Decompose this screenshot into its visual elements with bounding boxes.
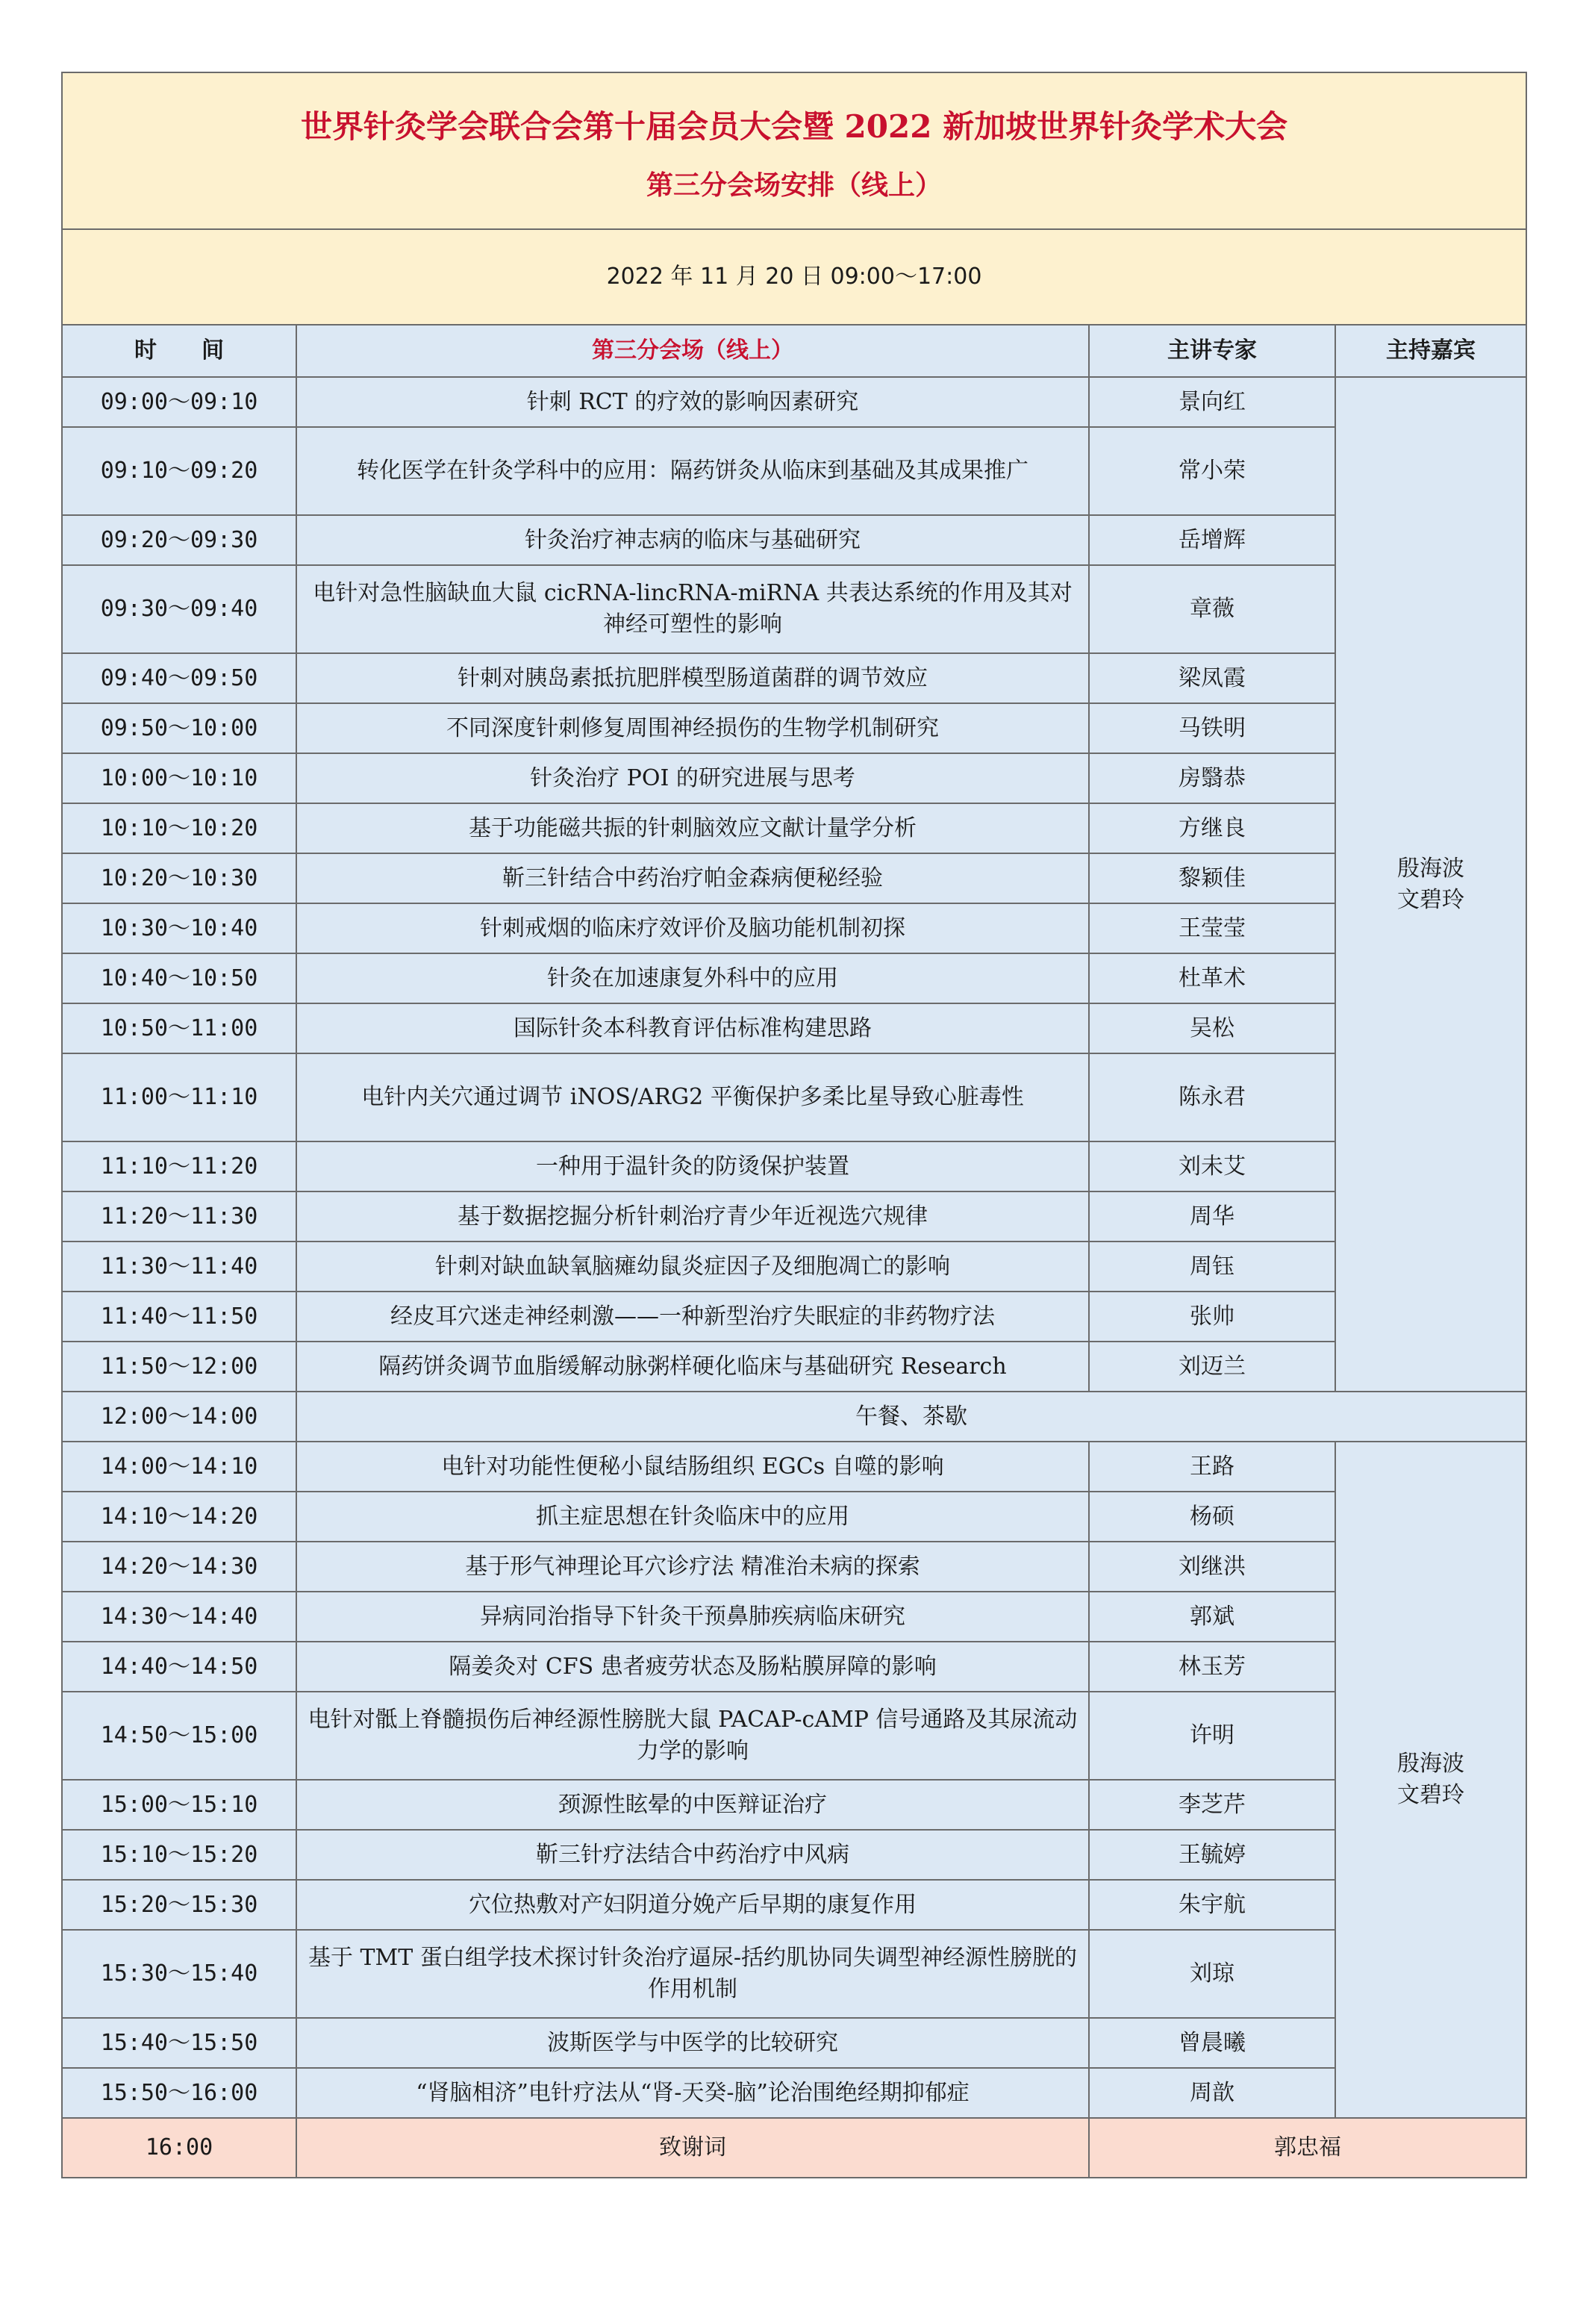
session-topic: 针刺戒烟的临床疗效评价及脑功能机制初探 xyxy=(296,903,1089,953)
session-time: 10:20～10:30 xyxy=(62,853,296,903)
schedule-row xyxy=(62,1642,1526,1692)
session-time: 11:00～11:10 xyxy=(62,1053,296,1141)
session-time: 11:30～11:40 xyxy=(62,1242,296,1292)
schedule-row xyxy=(62,953,1526,1003)
session-time: 09:40～09:50 xyxy=(62,653,296,703)
column-header-topic: 第三分会场（线上） xyxy=(296,325,1089,377)
schedule-row xyxy=(62,1780,1526,1830)
schedule-row xyxy=(62,2068,1526,2118)
schedule-row xyxy=(62,1880,1526,1930)
session-topic: 针刺 RCT 的疗效的影响因素研究 xyxy=(296,377,1089,427)
session-topic: 针刺对胰岛素抵抗肥胖模型肠道菌群的调节效应 xyxy=(296,653,1089,703)
session-speaker: 朱宇航 xyxy=(1089,1880,1335,1930)
session-topic: 转化医学在针灸学科中的应用：隔药饼灸从临床到基础及其成果推广 xyxy=(296,427,1089,515)
session-time: 15:50～16:00 xyxy=(62,2068,296,2118)
session-topic: 一种用于温针灸的防烫保护装置 xyxy=(296,1141,1089,1191)
break-label: 午餐、茶歇 xyxy=(296,1392,1526,1442)
session-topic: 基于形气神理论耳穴诊疗法 精准治未病的探索 xyxy=(296,1542,1089,1592)
session-topic: 异病同治指导下针灸干预鼻肺疾病临床研究 xyxy=(296,1592,1089,1642)
afternoon-host-cell xyxy=(1335,1442,1526,2118)
session-speaker: 景向红 xyxy=(1089,377,1335,427)
session-topic: 经皮耳穴迷走神经刺激——一种新型治疗失眠症的非药物疗法 xyxy=(296,1292,1089,1342)
session-topic: 隔药饼灸调节血脂缓解动脉粥样硬化临床与基础研究 Research xyxy=(296,1342,1089,1392)
session-subtitle: 第三分会场安排（线上） xyxy=(646,169,943,201)
session-topic: 隔姜灸对 CFS 患者疲劳状态及肠粘膜屏障的影响 xyxy=(296,1642,1089,1692)
schedule-row xyxy=(62,1292,1526,1342)
session-topic: “肾脑相济”电针疗法从“肾-天癸-脑”论治围绝经期抑郁症 xyxy=(296,2068,1089,2118)
schedule-row xyxy=(62,515,1526,565)
column-header-row xyxy=(62,325,1526,377)
session-speaker: 刘未艾 xyxy=(1089,1141,1335,1191)
schedule-row xyxy=(62,2018,1526,2068)
session-topic: 抓主症思想在针灸临床中的应用 xyxy=(296,1492,1089,1542)
schedule-row xyxy=(62,1592,1526,1642)
session-speaker: 吴松 xyxy=(1089,1003,1335,1053)
session-time: 09:10～09:20 xyxy=(62,427,296,515)
host-name: 文碧玲 xyxy=(1397,886,1464,913)
closing-row xyxy=(62,2118,1526,2178)
session-time: 15:40～15:50 xyxy=(62,2018,296,2068)
schedule-row xyxy=(62,1141,1526,1191)
schedule-row xyxy=(62,1830,1526,1880)
session-date: 2022 年 11 月 20 日 09:00～17:00 xyxy=(62,229,1526,325)
session-speaker: 周华 xyxy=(1089,1191,1335,1242)
schedule-row xyxy=(62,753,1526,803)
session-time: 14:10～14:20 xyxy=(62,1492,296,1542)
session-speaker: 岳增辉 xyxy=(1089,515,1335,565)
session-speaker: 房翳恭 xyxy=(1089,753,1335,803)
session-time: 10:50～11:00 xyxy=(62,1003,296,1053)
session-speaker: 张帅 xyxy=(1089,1292,1335,1342)
schedule-row xyxy=(62,1191,1526,1242)
session-topic: 颈源性眩晕的中医辩证治疗 xyxy=(296,1780,1089,1830)
session-time: 14:20～14:30 xyxy=(62,1542,296,1592)
session-speaker: 周歆 xyxy=(1089,2068,1335,2118)
session-time: 15:00～15:10 xyxy=(62,1780,296,1830)
schedule-row xyxy=(62,377,1526,427)
session-speaker: 刘继洪 xyxy=(1089,1542,1335,1592)
session-topic: 靳三针疗法结合中药治疗中风病 xyxy=(296,1830,1089,1880)
closing-topic: 致谢词 xyxy=(296,2118,1089,2178)
schedule-row xyxy=(62,1692,1526,1780)
session-time: 09:00～09:10 xyxy=(62,377,296,427)
session-speaker: 马铁明 xyxy=(1089,703,1335,753)
session-speaker: 郭斌 xyxy=(1089,1592,1335,1642)
session-time: 10:00～10:10 xyxy=(62,753,296,803)
session-time: 10:40～10:50 xyxy=(62,953,296,1003)
session-topic: 基于功能磁共振的针刺脑效应文献计量学分析 xyxy=(296,803,1089,853)
host-name: 殷海波 xyxy=(1397,1751,1464,1777)
session-topic: 针灸治疗 POI 的研究进展与思考 xyxy=(296,753,1089,803)
session-topic: 穴位热敷对产妇阴道分娩产后早期的康复作用 xyxy=(296,1880,1089,1930)
column-header-host: 主持嘉宾 xyxy=(1335,325,1526,377)
session-time: 14:50～15:00 xyxy=(62,1692,296,1780)
break-time: 12:00～14:00 xyxy=(62,1392,296,1442)
session-speaker: 王毓婷 xyxy=(1089,1830,1335,1880)
session-time: 15:20～15:30 xyxy=(62,1880,296,1930)
session-speaker: 梁凤霞 xyxy=(1089,653,1335,703)
session-time: 15:30～15:40 xyxy=(62,1930,296,2018)
schedule-row xyxy=(62,427,1526,515)
break-row xyxy=(62,1392,1526,1442)
session-topic: 针灸治疗神志病的临床与基础研究 xyxy=(296,515,1089,565)
session-topic: 针刺对缺血缺氧脑瘫幼鼠炎症因子及细胞凋亡的影响 xyxy=(296,1242,1089,1292)
title-cell xyxy=(62,72,1526,229)
session-speaker: 方继良 xyxy=(1089,803,1335,853)
schedule-row xyxy=(62,1242,1526,1292)
session-time: 11:40～11:50 xyxy=(62,1292,296,1342)
schedule-table xyxy=(61,72,1527,2178)
session-speaker: 李芝芹 xyxy=(1089,1780,1335,1830)
session-time: 09:30～09:40 xyxy=(62,565,296,653)
session-topic: 电针对功能性便秘小鼠结肠组织 EGCs 自噬的影响 xyxy=(296,1442,1089,1492)
session-time: 11:10～11:20 xyxy=(62,1141,296,1191)
host-name: 文碧玲 xyxy=(1397,1782,1464,1808)
session-time: 15:10～15:20 xyxy=(62,1830,296,1880)
closing-time: 16:00 xyxy=(62,2118,296,2178)
session-topic: 针灸在加速康复外科中的应用 xyxy=(296,953,1089,1003)
session-speaker: 周钰 xyxy=(1089,1242,1335,1292)
session-speaker: 林玉芳 xyxy=(1089,1642,1335,1692)
session-topic: 不同深度针刺修复周围神经损伤的生物学机制研究 xyxy=(296,703,1089,753)
session-topic: 基于 TMT 蛋白组学技术探讨针灸治疗逼尿-括约肌协同失调型神经源性膀胱的作用机制 xyxy=(296,1930,1089,2018)
session-time: 09:20～09:30 xyxy=(62,515,296,565)
session-speaker: 王莹莹 xyxy=(1089,903,1335,953)
session-time: 11:20～11:30 xyxy=(62,1191,296,1242)
schedule-row xyxy=(62,1342,1526,1392)
session-speaker: 章薇 xyxy=(1089,565,1335,653)
date-row xyxy=(62,229,1526,325)
session-time: 14:00～14:10 xyxy=(62,1442,296,1492)
session-speaker: 刘琼 xyxy=(1089,1930,1335,2018)
session-topic: 波斯医学与中医学的比较研究 xyxy=(296,2018,1089,2068)
schedule-row xyxy=(62,853,1526,903)
session-topic: 基于数据挖掘分析针刺治疗青少年近视选穴规律 xyxy=(296,1191,1089,1242)
schedule-row xyxy=(62,703,1526,753)
schedule-row xyxy=(62,903,1526,953)
schedule-row xyxy=(62,565,1526,653)
session-topic: 靳三针结合中药治疗帕金森病便秘经验 xyxy=(296,853,1089,903)
schedule-row xyxy=(62,1542,1526,1592)
column-header-speaker: 主讲专家 xyxy=(1089,325,1335,377)
schedule-row xyxy=(62,1053,1526,1141)
host-name: 殷海波 xyxy=(1397,855,1464,882)
session-speaker: 常小荣 xyxy=(1089,427,1335,515)
title-row xyxy=(62,72,1526,229)
schedule-row xyxy=(62,1442,1526,1492)
session-topic: 国际针灸本科教育评估标准构建思路 xyxy=(296,1003,1089,1053)
session-time: 10:30～10:40 xyxy=(62,903,296,953)
session-topic: 电针内关穴通过调节 iNOS/ARG2 平衡保护多柔比星导致心脏毒性 xyxy=(296,1053,1089,1141)
session-speaker: 许明 xyxy=(1089,1692,1335,1780)
session-time: 09:50～10:00 xyxy=(62,703,296,753)
schedule-row xyxy=(62,1930,1526,2018)
session-topic: 电针对急性脑缺血大鼠 cicRNA-lincRNA-miRNA 共表达系统的作用及其对神经可塑性的影响 xyxy=(296,565,1089,653)
schedule-row xyxy=(62,1492,1526,1542)
session-speaker: 王路 xyxy=(1089,1442,1335,1492)
session-time: 14:30～14:40 xyxy=(62,1592,296,1642)
session-speaker: 杨硕 xyxy=(1089,1492,1335,1542)
session-time: 11:50～12:00 xyxy=(62,1342,296,1392)
schedule-row xyxy=(62,653,1526,703)
session-topic: 电针对骶上脊髓损伤后神经源性膀胱大鼠 PACAP-cAMP 信号通路及其尿流动力学的影响 xyxy=(296,1692,1089,1780)
closing-speaker: 郭忠福 xyxy=(1089,2118,1526,2178)
session-speaker: 黎颖佳 xyxy=(1089,853,1335,903)
session-speaker: 刘迈兰 xyxy=(1089,1342,1335,1392)
morning-host-cell xyxy=(1335,377,1526,1392)
session-speaker: 曾晨曦 xyxy=(1089,2018,1335,2068)
schedule-row xyxy=(62,1003,1526,1053)
session-speaker: 陈永君 xyxy=(1089,1053,1335,1141)
column-header-time: 时 间 xyxy=(62,325,296,377)
session-speaker: 杜革术 xyxy=(1089,953,1335,1003)
schedule-row xyxy=(62,803,1526,853)
session-time: 10:10～10:20 xyxy=(62,803,296,853)
conference-title: 世界针灸学会联合会第十届会员大会暨 2022 新加坡世界针灸学术大会 xyxy=(300,108,1288,145)
session-time: 14:40～14:50 xyxy=(62,1642,296,1692)
